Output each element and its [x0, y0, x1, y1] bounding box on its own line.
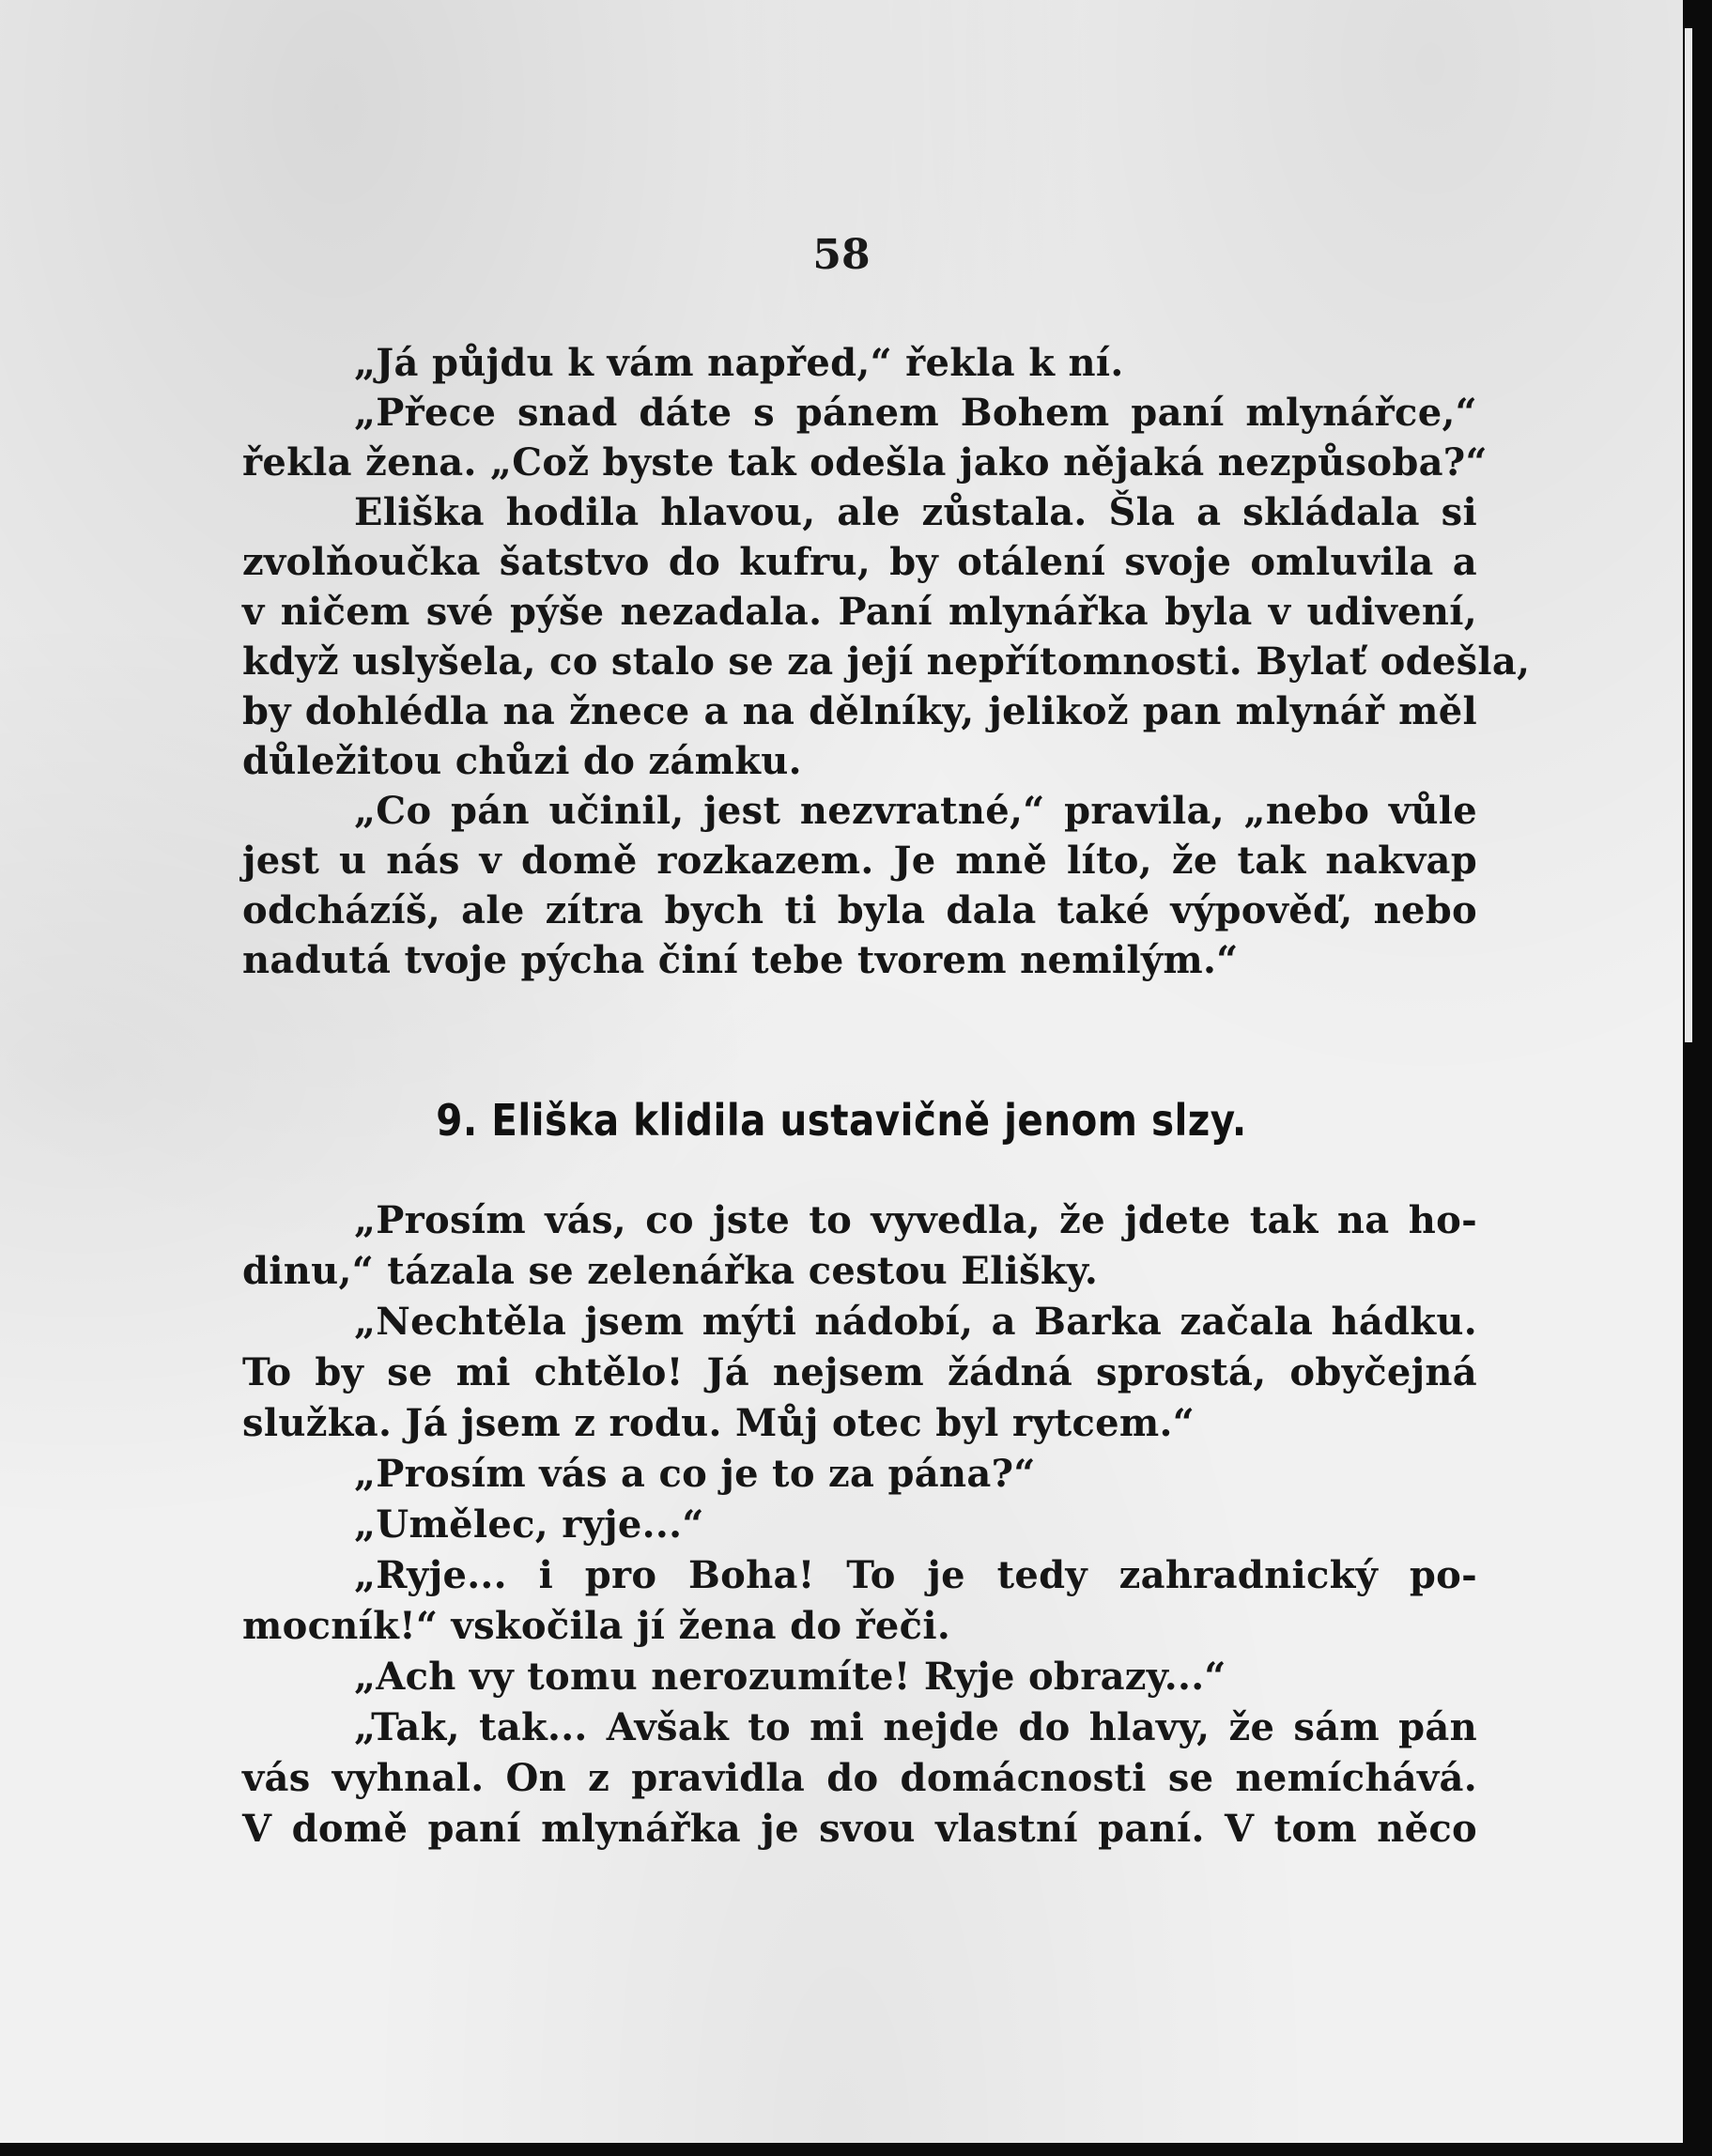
text-line: odcházíš, ale zítra bych ti byla dala také výpověď, nebo: [242, 888, 1477, 932]
text-line: „Tak, tak... Avšak to mi nejde do hlavy, že sám pán: [354, 1705, 1477, 1749]
text-line: „Co pán učinil, jest nezvratné,“ pravila, „nebo vůle: [354, 789, 1477, 833]
text-line: v ničem své pýše nezadala. Paní mlynářka byla v udivení,: [242, 590, 1477, 634]
text-line: služka. Já jsem z rodu. Můj otec byl rytcem.“: [242, 1401, 1195, 1445]
text-line: „Ryje... i pro Boha! To je tedy zahradnický po-: [354, 1553, 1477, 1597]
text-line: To by se mi chtělo! Já nejsem žádná sprostá, obyčejná: [242, 1350, 1477, 1394]
text-line: Eliška hodila hlavou, ale zůstala. Šla a skládala si: [354, 490, 1477, 534]
scan-edge-strip: [1685, 28, 1692, 1042]
text-line: důležitou chůzi do zámku.: [242, 739, 802, 783]
text-line: „Přece snad dáte s pánem Bohem paní mlynářce,“: [354, 391, 1477, 435]
text-line: V domě paní mlynářka je svou vlastní paní. V tom něco: [242, 1807, 1477, 1851]
text-line: „Prosím vás a co je to za pána?“: [354, 1452, 1036, 1496]
text-line: když uslyšela, co stalo se za její nepřítomnosti. Bylať odešla,: [242, 639, 1531, 684]
text-line: zvolňoučka šatstvo do kufru, by otálení svoje omluvila a: [242, 540, 1477, 584]
scan-border-bottom: [0, 2143, 1712, 2156]
text-line: by dohlédla na žnece a na dělníky, jelikož pan mlynář měl: [242, 689, 1477, 733]
text-line: jest u nás v domě rozkazem. Je mně líto, že tak nakvap: [242, 839, 1477, 883]
text-line: „Umělec, ryje...“: [354, 1502, 704, 1547]
text-line: „Já půjdu k vám napřed,“ řekla k ní.: [354, 341, 1124, 385]
text-line: nadutá tvoje pýcha činí tebe tvorem nemilým.“: [242, 938, 1239, 982]
page-number: 58: [812, 231, 871, 279]
text-line: dinu,“ tázala se zelenářka cestou Elišky.: [242, 1249, 1099, 1293]
text-line: vás vyhnal. On z pravidla do domácnosti se nemíchává.: [242, 1756, 1477, 1800]
text-line: „Prosím vás, co jste to vyvedla, že jdete tak na ho-: [354, 1198, 1477, 1242]
text-line: „Ach vy tomu nerozumíte! Ryje obrazy...“: [354, 1655, 1226, 1699]
chapter-heading: 9. Eliška klidila ustavičně jenom slzy.: [436, 1095, 1247, 1146]
text-line: mocník!“ vskočila jí žena do řeči.: [242, 1604, 951, 1648]
text-line: řekla žena. „Což byste tak odešla jako nějaká nezpůsoba?“: [242, 440, 1488, 485]
text-line: „Nechtěla jsem mýti nádobí, a Barka začala hádku.: [354, 1300, 1477, 1344]
